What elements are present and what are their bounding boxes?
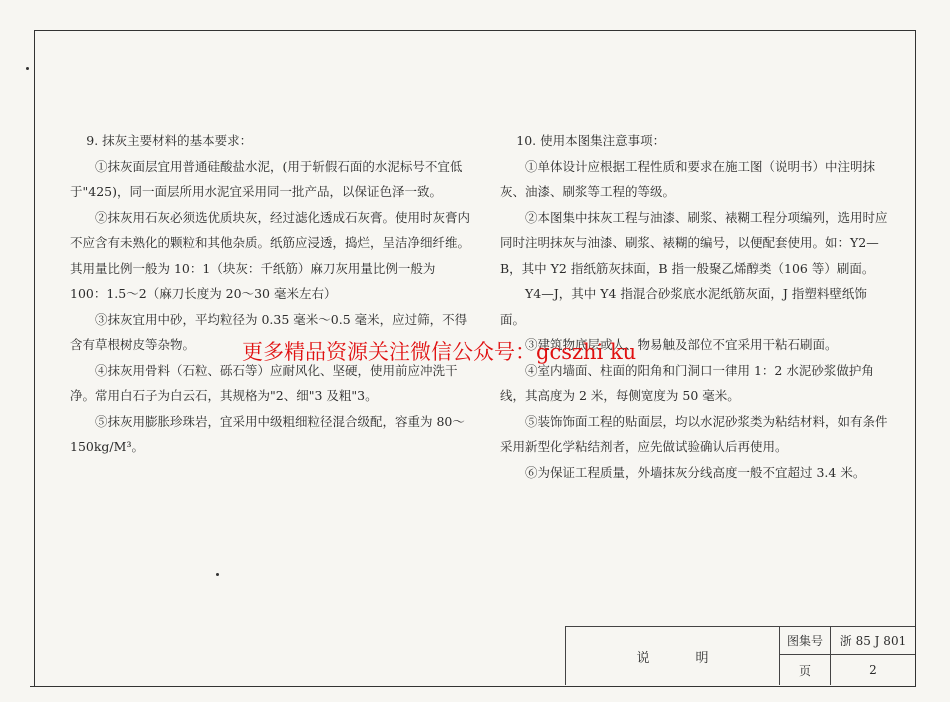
paragraph: ④抹灰用骨料（石粒、砾石等）应耐风化、坚硬，使用前应冲洗干净。常用白石子为白云石，其规格为"2、细"3 及粗"3。 bbox=[70, 362, 458, 403]
paragraph: ⑤抹灰用膨胀珍珠岩，宜采用中级粗细粒径混合级配，容重为 80～150kg/M³。 bbox=[70, 413, 465, 454]
paragraph: ②抹灰用石灰必须选优质块灰，经过滤化透成石灰膏。使用时灰膏内不应含有未熟化的颗粒和其他杂质。纸筋应浸透，捣烂，呈洁净细纤维。其用量比例一般为 10：1（块灰：千纸筋）麻刀灰用量比例一般为 100：1.5～2（麻刀长度为 20～30 毫米左右） bbox=[70, 209, 471, 301]
paragraph: ⑥为保证工程质量，外墙抹灰分线高度一般不宜超过 3.4 米。 bbox=[525, 464, 866, 480]
section-heading: 10. 使用本图集注意事项： bbox=[516, 133, 666, 148]
left-column bbox=[70, 128, 470, 460]
title-block-label: 说明 bbox=[566, 627, 780, 685]
paragraph: ③抹灰宜用中砂，平均粒径为 0.35 毫米～0.5 毫米，应过筛，不得含有草根树皮等杂物。 bbox=[70, 311, 468, 352]
atlas-number-value: 浙 85 J 801 bbox=[831, 627, 915, 655]
paragraph: ②本图集中抹灰工程与油漆、刷浆、裱糊工程分项编列，选用时应同时注明抹灰与油漆、刷浆、裱糊的编号，以便配套使用。如：Y2—B，其中 Y2 指纸筋灰抹面，B 指一般聚乙烯醇类（106 等）刷面。 bbox=[500, 209, 888, 276]
bottom-border bbox=[30, 686, 916, 687]
page-number: 2 bbox=[869, 663, 877, 677]
paragraph: ④室内墙面、柱面的阳角和门洞口一律用 1：2 水泥砂浆做护角线，其高度为 2 米，每侧宽度为 50 毫米。 bbox=[500, 362, 874, 403]
section-heading: 9. 抹灰主要材料的基本要求： bbox=[86, 133, 253, 148]
paragraph: ①抹灰面层宜用普通硅酸盐水泥，(用于斩假石面的水泥标号不宜低于"425)，同一面层所用水泥宜采用同一批产品，以保证色泽一致。 bbox=[70, 158, 463, 199]
watermark-text: 更多精品资源关注微信公众号：gcszhi ku bbox=[242, 340, 637, 364]
scan-speck bbox=[216, 573, 219, 576]
atlas-number-label: 图集号 bbox=[780, 627, 831, 655]
right-column bbox=[500, 128, 890, 485]
title-block bbox=[565, 626, 915, 685]
paragraph: ⑤装饰饰面工程的贴面层，均以水泥砂浆类为粘结材料，如有条件采用新型化学粘结剂者，应先做试验确认后再使用。 bbox=[500, 413, 888, 454]
scan-speck bbox=[26, 67, 29, 70]
paragraph: Y4—J，其中 Y4 指混合砂浆底水泥纸筋灰面，J 指塑料壁纸饰面。 bbox=[500, 286, 867, 327]
paragraph: ③建筑物底层或人、物易触及部位不宜采用干粘石刷面。 bbox=[525, 337, 838, 352]
paragraph: ①单体设计应根据工程性质和要求在施工图（说明书）中注明抹灰、油漆、刷浆等工程的等级。 bbox=[500, 158, 876, 199]
page-label: 页 bbox=[780, 655, 831, 685]
